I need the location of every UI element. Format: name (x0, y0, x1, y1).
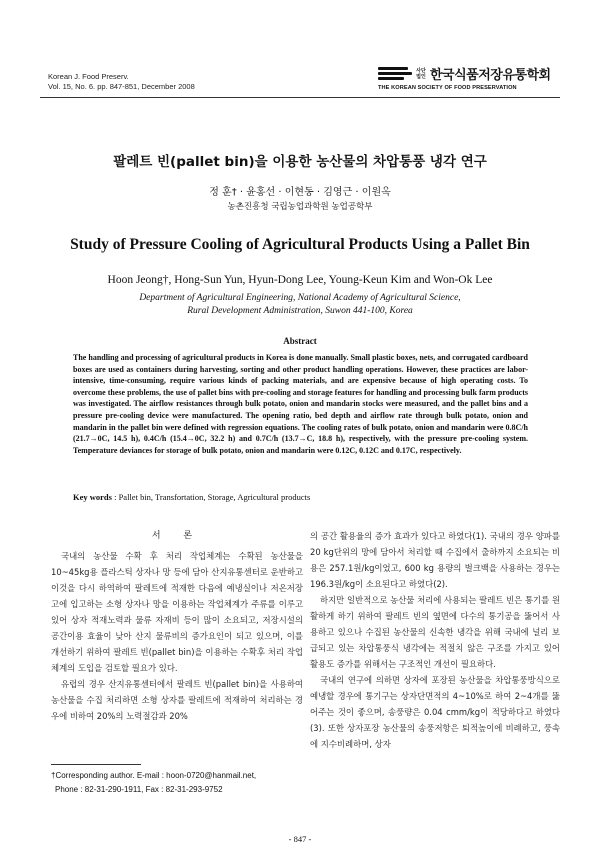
english-authors: Hoon Jeong†, Hong-Sun Yun, Hyun-Dong Lee, Young-Keun Kim and Won-Ok Lee (107, 274, 493, 286)
korean-authors: 정 훈† · 윤홍선 · 이현동 · 김영근 · 이원옥 (209, 187, 391, 198)
paragraph: 유럽의 경우 산지유통센터에서 팔레트 빈(pallet bin)을 사용하여 농산물을 수집 처리하면 소형 상자를 팔레트에 적재하여 처리하는 경우에 비하여 20%의 노력절감과 20% (51, 679, 303, 721)
journal-citation (48, 72, 195, 92)
journal-name: Korean J. Food Preserv. (48, 72, 129, 81)
header-divider (40, 97, 560, 98)
footnote (51, 769, 256, 797)
society-emblem-icon (378, 67, 412, 81)
paragraph: 의 공간 활용율의 증가 효과가 있다고 하였다(1). 국내의 경우 양파를 20 kg단위의 망에 담아서 처리할 때 수집에서 출하까지 소요되는 비용은 257.1원/kg이었고, 600 kg 용량의 벌크백을 사용하는 경우는 196.3원/kg이 소요된다고 하였다(2). (310, 531, 560, 589)
society-korean-name: 한국식품저장유통학회 (430, 68, 551, 83)
section-heading-introduction: 서 론 (151, 531, 203, 541)
paragraph: 국내의 연구에 의하면 상자에 포장된 농산물을 차압통풍방식으로 예냉할 경우에 통기구는 상자단면적의 4~10%로 하여 2~4개를 뚫어주는 것이 좋으며, 송풍량은 0.04 cmm/kg이 적당하다고 하였다(3). 또한 상자포장 농산물의 송풍저항은 퇴적높이에 비례하고, 풍속에 지수비례하며, 상자 (310, 675, 560, 749)
affiliation-line-1: Department of Agricultural Engineering, National Academy of Agricultural Science, (139, 293, 461, 303)
paragraph: 하지만 일반적으로 농산물 처리에 사용되는 팔레트 빈은 통기를 원활하게 하기 위하여 팔레트 빈의 옆면에 다수의 통기공을 뚫어서 사용하고 있으나 수집된 농산물의 신속한 냉각을 위해 국내에 널리 보급되고 있는 차압통풍식 냉각에는 적절치 않은 구조를 가지고 있어 활용도 증가를 위해서는 구조적인 개선이 필요하다. (310, 595, 560, 669)
abstract-body: The handling and processing of agricultural products in Korea is done manually. Small plastic boxes, nets, and corrugated cardboard boxes are used as containers during harvesting, sorting and other product handling operations. However, these practices are labor-intensive, time-consuming, require various kinds of packing materials, and are expensive because of high operating costs. To overcome these problems, the use of pallet bins with pre-cooling and storage features for handling and processing bulk farm products was investigated. The airflow resistances through bulk potato, onion and mandarin stocks were measured, and the pallet bins and a pressure pre-cooling device were manufactured. The opening ratio, bed depth and airflow rate through bulk potato, onion and mandarin in the pallet bin were defined with regression equations. The cooling rates of bulk potato, onion and mandarin were 0.8C/h (21.7→0C, 14.5 h), 0.4C/h (15.4→0C, 32.2 h) and 0.7C/h (13.7→C, 18.8 h), respectively, with the pressure pre-cooling system. Temperature deviances for storage of bulk potato, onion and mandarin were 0.12C, 0.12C and 0.17C, respectively. (73, 353, 528, 455)
keywords (73, 492, 310, 502)
english-affiliation (0, 292, 600, 318)
affiliation-line-2: Rural Development Administration, Suwon 441-100, Korea (187, 306, 413, 316)
keywords-label: Key words (73, 492, 112, 502)
footnote-phone: Phone : 82-31-290-1911, Fax : 82-31-293-9752 (55, 785, 223, 794)
society-english-name: THE KOREAN SOCIETY OF FOOD PRESERVATION (378, 85, 517, 91)
body-column-left (51, 548, 303, 724)
english-title: Study of Pressure Cooling of Agricultural Products Using a Pallet Bin (70, 236, 530, 253)
korean-title: 팔레트 빈(pallet bin)을 이용한 농산물의 차압통풍 냉각 연구 (113, 154, 487, 170)
society-logo-block (378, 64, 558, 91)
footnote-email: †Corresponding author. E-mail : hoon-0720@hanmail.net, (51, 771, 257, 780)
page-number: - 847 - (288, 834, 312, 844)
abstract-heading: Abstract (283, 336, 317, 346)
keywords-text: : Pallet bin, Transfortation, Storage, Agricultural products (114, 492, 311, 502)
paragraph: 국내의 농산물 수확 후 처리 작업체계는 수확된 농산물을 10~45kg용 플라스틱 상자나 망 등에 담아 산지유통센터로 운반하고 이것을 다시 하역하여 팔레트에 적재한 다음에 예냉실이나 저온저장고에 입고하는 소형 상자나 망을 이용하는 작업체계가 주류를 이루고 있어 상자 적재노력과 물류 자재비 등이 많이 소요되고, 저장시설의 공간이용 효율이 낮아 산지 물류비의 증가요인이 되고 있으며, 이를 개선하기 위하여 팔레트 빈(pallet bin)을 이용하는 수확후 처리 작업체계의 도입을 검토할 필요가 있다. (51, 551, 303, 673)
korean-affiliation: 농촌진흥청 국립농업과학원 농업공학부 (227, 202, 373, 212)
footnote-divider (51, 764, 141, 765)
journal-volume: Vol. 15, No. 6. pp. 847-851, December 2008 (48, 82, 195, 91)
body-column-right (310, 528, 560, 752)
society-small-label: 사단법인 (416, 67, 426, 80)
